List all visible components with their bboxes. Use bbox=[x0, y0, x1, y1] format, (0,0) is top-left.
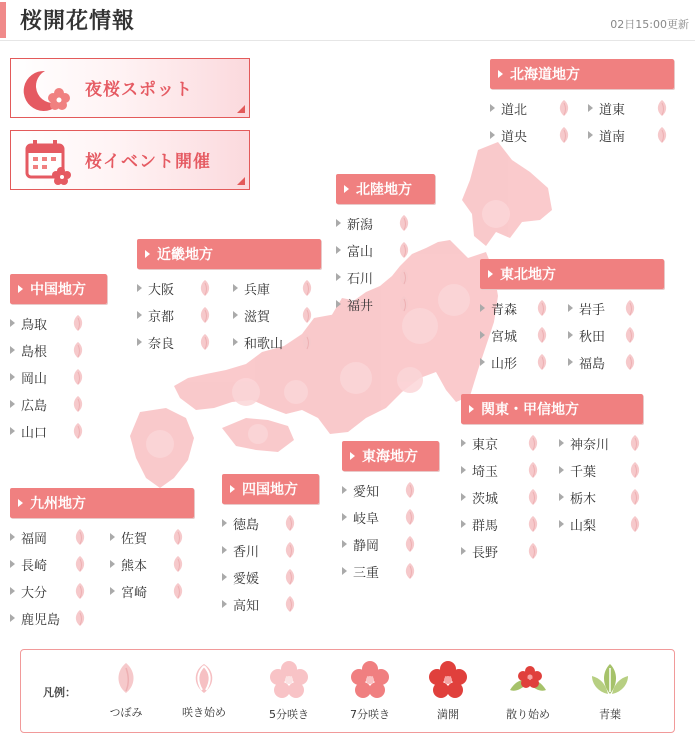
bud-icon bbox=[525, 461, 541, 479]
arrow-icon bbox=[10, 400, 15, 408]
bud-icon bbox=[197, 306, 213, 324]
triangle-icon bbox=[488, 270, 493, 278]
bud-icon bbox=[534, 326, 550, 344]
bud-icon bbox=[170, 582, 186, 600]
arrow-icon bbox=[233, 284, 238, 292]
pref-item[interactable]: 広島 bbox=[10, 393, 86, 415]
pref-item[interactable]: 山口 bbox=[10, 420, 86, 442]
pref-item[interactable]: 奈良 bbox=[137, 331, 213, 353]
pref-item[interactable]: 滋賀 bbox=[233, 304, 315, 326]
pref-item[interactable]: 神奈川 bbox=[559, 432, 643, 454]
pref-item[interactable]: 長野 bbox=[461, 540, 541, 562]
bud-icon bbox=[534, 299, 550, 317]
pref-item[interactable]: 静岡 bbox=[342, 533, 418, 555]
arrow-icon bbox=[110, 560, 115, 568]
arrow-icon bbox=[461, 547, 466, 555]
region-header-chugoku[interactable]: 中国地方 bbox=[10, 274, 107, 304]
pref-item[interactable]: 岩手 bbox=[568, 297, 638, 319]
bud-icon bbox=[534, 353, 550, 371]
sakura-full-icon bbox=[428, 660, 468, 698]
sakura-50-icon bbox=[269, 660, 309, 698]
region-header-hokkaido[interactable]: 北海道地方 bbox=[490, 59, 674, 89]
bud-icon bbox=[627, 515, 643, 533]
pref-item[interactable]: 福島 bbox=[568, 351, 638, 373]
arrow-icon bbox=[110, 587, 115, 595]
pref-item[interactable]: 東京 bbox=[461, 432, 541, 454]
pref-item[interactable]: 青森 bbox=[480, 297, 550, 319]
arrow-icon bbox=[10, 373, 15, 381]
legend-item-50: 5分咲き bbox=[254, 660, 324, 722]
pref-item[interactable]: 和歌山 bbox=[233, 331, 315, 353]
sakura-70-icon bbox=[350, 660, 390, 698]
pref-item[interactable]: 千葉 bbox=[559, 459, 643, 481]
pref-list bbox=[10, 312, 107, 442]
bloom-legend bbox=[20, 649, 675, 733]
bud-icon bbox=[70, 395, 86, 413]
pref-list bbox=[342, 479, 439, 582]
green-leaves-icon bbox=[588, 660, 632, 698]
pref-item[interactable]: 鳥取 bbox=[10, 312, 86, 334]
moon-sakura-icon bbox=[21, 65, 77, 117]
bud-icon bbox=[525, 515, 541, 533]
arrow-icon bbox=[222, 519, 227, 527]
bud-icon bbox=[197, 279, 213, 297]
bud-icon bbox=[282, 595, 298, 613]
arrow-icon bbox=[336, 273, 341, 281]
arrow-icon bbox=[10, 533, 15, 541]
bud-icon bbox=[197, 333, 213, 351]
sakura-falling-icon bbox=[506, 660, 550, 698]
arrow-icon bbox=[342, 567, 347, 575]
bud-icon bbox=[627, 461, 643, 479]
arrow-icon bbox=[490, 131, 495, 139]
bud-icon bbox=[299, 333, 315, 351]
bud-closed-icon bbox=[109, 660, 143, 696]
arrow-icon bbox=[336, 246, 341, 254]
bud-icon bbox=[70, 422, 86, 440]
triangle-icon bbox=[145, 250, 150, 258]
arrow-icon bbox=[10, 587, 15, 595]
arrow-icon bbox=[588, 104, 593, 112]
region-kinki bbox=[137, 239, 321, 353]
yozakura-spot-banner[interactable] bbox=[10, 58, 250, 118]
arrow-icon bbox=[222, 573, 227, 581]
legend-item-start: 咲き始め bbox=[169, 660, 239, 720]
bud-icon bbox=[396, 295, 412, 313]
region-tohoku bbox=[480, 259, 664, 373]
bud-icon bbox=[402, 562, 418, 580]
arrow-icon bbox=[461, 466, 466, 474]
pref-list bbox=[461, 432, 643, 562]
region-header-hokuriku[interactable]: 北陸地方 bbox=[336, 174, 435, 204]
pref-item[interactable]: 埼玉 bbox=[461, 459, 541, 481]
bud-icon bbox=[654, 126, 670, 144]
pref-item[interactable]: 愛知 bbox=[342, 479, 418, 501]
arrow-icon bbox=[10, 319, 15, 327]
arrow-icon bbox=[10, 614, 15, 622]
bud-icon bbox=[72, 555, 88, 573]
bud-icon bbox=[299, 279, 315, 297]
bud-icon bbox=[654, 99, 670, 117]
pref-item[interactable]: 大阪 bbox=[137, 277, 213, 299]
pref-item[interactable]: 佐賀 bbox=[110, 526, 186, 548]
banner-label: 夜桜スポット bbox=[85, 80, 193, 100]
arrow-icon bbox=[336, 300, 341, 308]
bud-icon bbox=[525, 542, 541, 560]
pref-item[interactable]: 道南 bbox=[588, 124, 670, 146]
triangle-icon bbox=[230, 485, 235, 493]
bud-icon bbox=[70, 314, 86, 332]
pref-item[interactable]: 群馬 bbox=[461, 513, 541, 535]
arrow-icon bbox=[480, 304, 485, 312]
bud-icon bbox=[70, 368, 86, 386]
pref-list bbox=[10, 526, 194, 629]
arrow-icon bbox=[222, 600, 227, 608]
corner-arrow-icon bbox=[237, 177, 245, 185]
sakura-event-banner[interactable] bbox=[10, 130, 250, 190]
bud-icon bbox=[622, 326, 638, 344]
arrow-icon bbox=[137, 284, 142, 292]
pref-item[interactable]: 栃木 bbox=[559, 486, 643, 508]
bud-icon bbox=[282, 514, 298, 532]
pref-list bbox=[336, 212, 435, 315]
pref-item[interactable]: 三重 bbox=[342, 560, 418, 582]
pref-item[interactable]: 山梨 bbox=[559, 513, 643, 535]
bud-icon bbox=[556, 126, 572, 144]
pref-item[interactable]: 道東 bbox=[588, 97, 670, 119]
triangle-icon bbox=[344, 185, 349, 193]
region-hokkaido bbox=[490, 59, 674, 146]
arrow-icon bbox=[222, 546, 227, 554]
pref-item[interactable]: 鹿児島 bbox=[10, 607, 88, 629]
region-tokai bbox=[342, 441, 439, 582]
region-header-tohoku[interactable]: 東北地方 bbox=[480, 259, 664, 289]
pref-item[interactable]: 福岡 bbox=[10, 526, 88, 548]
pref-item[interactable]: 愛媛 bbox=[222, 566, 298, 588]
pref-item[interactable]: 長崎 bbox=[10, 553, 88, 575]
arrow-icon bbox=[110, 533, 115, 541]
bud-icon bbox=[70, 341, 86, 359]
legend-item-falling: 散り始め bbox=[493, 660, 563, 722]
bud-icon bbox=[622, 299, 638, 317]
arrow-icon bbox=[588, 131, 593, 139]
bud-icon bbox=[402, 481, 418, 499]
pref-item[interactable]: 島根 bbox=[10, 339, 86, 361]
arrow-icon bbox=[568, 304, 573, 312]
arrow-icon bbox=[233, 338, 238, 346]
arrow-icon bbox=[10, 346, 15, 354]
bud-icon bbox=[396, 214, 412, 232]
pref-item[interactable]: 宮崎 bbox=[110, 580, 186, 602]
bud-icon bbox=[72, 528, 88, 546]
arrow-icon bbox=[480, 358, 485, 366]
corner-arrow-icon bbox=[237, 105, 245, 113]
pref-list bbox=[137, 277, 321, 353]
pref-item[interactable]: 道央 bbox=[490, 124, 572, 146]
update-time: 02日15:00更新 bbox=[610, 18, 689, 31]
pref-item[interactable]: 徳島 bbox=[222, 512, 298, 534]
bud-icon bbox=[282, 568, 298, 586]
bud-icon bbox=[396, 241, 412, 259]
bud-icon bbox=[396, 268, 412, 286]
region-header-kyushu[interactable]: 九州地方 bbox=[10, 488, 194, 518]
region-kanto bbox=[461, 394, 643, 562]
arrow-icon bbox=[336, 219, 341, 227]
bud-opening-icon bbox=[186, 660, 222, 696]
pref-list bbox=[490, 97, 674, 146]
pref-list bbox=[480, 297, 664, 373]
arrow-icon bbox=[137, 311, 142, 319]
triangle-icon bbox=[18, 285, 23, 293]
arrow-icon bbox=[10, 560, 15, 568]
region-header-kinki[interactable]: 近畿地方 bbox=[137, 239, 321, 269]
pref-item[interactable]: 岐阜 bbox=[342, 506, 418, 528]
arrow-icon bbox=[568, 331, 573, 339]
pref-item[interactable]: 香川 bbox=[222, 539, 298, 561]
arrow-icon bbox=[233, 311, 238, 319]
region-header-shikoku[interactable]: 四国地方 bbox=[222, 474, 319, 504]
bud-icon bbox=[556, 99, 572, 117]
pref-item[interactable]: 福井 bbox=[336, 293, 412, 315]
arrow-icon bbox=[568, 358, 573, 366]
pref-item[interactable]: 京都 bbox=[137, 304, 213, 326]
arrow-icon bbox=[342, 540, 347, 548]
bud-icon bbox=[627, 434, 643, 452]
bud-icon bbox=[299, 306, 315, 324]
pref-item[interactable]: 新潟 bbox=[336, 212, 412, 234]
arrow-icon bbox=[461, 493, 466, 501]
pref-item[interactable]: 茨城 bbox=[461, 486, 541, 508]
pref-item[interactable]: 山形 bbox=[480, 351, 550, 373]
bud-icon bbox=[402, 508, 418, 526]
arrow-icon bbox=[10, 427, 15, 435]
arrow-icon bbox=[461, 520, 466, 528]
page-title: 桜開花情報 bbox=[20, 9, 136, 34]
legend-item-70: 7分咲き bbox=[335, 660, 405, 722]
pref-item[interactable]: 石川 bbox=[336, 266, 412, 288]
bud-icon bbox=[72, 582, 88, 600]
pref-item[interactable]: 熊本 bbox=[110, 553, 186, 575]
arrow-icon bbox=[490, 104, 495, 112]
arrow-icon bbox=[137, 338, 142, 346]
bud-icon bbox=[170, 528, 186, 546]
bud-icon bbox=[525, 488, 541, 506]
region-header-tokai[interactable]: 東海地方 bbox=[342, 441, 439, 471]
bud-icon bbox=[622, 353, 638, 371]
arrow-icon bbox=[342, 486, 347, 494]
pref-item[interactable]: 兵庫 bbox=[233, 277, 315, 299]
legend-item-bud: つぼみ bbox=[91, 660, 161, 720]
pref-item[interactable]: 秋田 bbox=[568, 324, 638, 346]
arrow-icon bbox=[461, 439, 466, 447]
pref-item[interactable]: 高知 bbox=[222, 593, 298, 615]
calendar-icon bbox=[21, 137, 77, 189]
region-chugoku bbox=[10, 274, 107, 442]
region-kyushu bbox=[10, 488, 194, 629]
bud-icon bbox=[170, 555, 186, 573]
triangle-icon bbox=[469, 405, 474, 413]
triangle-icon bbox=[498, 70, 503, 78]
bud-icon bbox=[525, 434, 541, 452]
pref-item[interactable]: 宮城 bbox=[480, 324, 550, 346]
arrow-icon bbox=[559, 466, 564, 474]
banner-label: 桜イベント開催 bbox=[85, 152, 211, 172]
bud-icon bbox=[402, 535, 418, 553]
bud-icon bbox=[627, 488, 643, 506]
bud-icon bbox=[72, 609, 88, 627]
pref-item[interactable]: 大分 bbox=[10, 580, 88, 602]
triangle-icon bbox=[18, 499, 23, 507]
arrow-icon bbox=[559, 439, 564, 447]
triangle-icon bbox=[350, 452, 355, 460]
legend-item-green: 青葉 bbox=[575, 660, 645, 722]
arrow-icon bbox=[559, 493, 564, 501]
pref-item[interactable]: 岡山 bbox=[10, 366, 86, 388]
pref-item[interactable]: 富山 bbox=[336, 239, 412, 261]
bud-icon bbox=[282, 541, 298, 559]
arrow-icon bbox=[342, 513, 347, 521]
pref-item[interactable]: 道北 bbox=[490, 97, 572, 119]
region-hokuriku bbox=[336, 174, 435, 315]
region-header-kanto[interactable]: 関東・甲信地方 bbox=[461, 394, 643, 424]
region-shikoku bbox=[222, 474, 319, 615]
pref-list bbox=[222, 512, 319, 615]
map-hokkaido bbox=[462, 142, 552, 246]
arrow-icon bbox=[480, 331, 485, 339]
legend-item-full: 満開 bbox=[413, 660, 483, 722]
legend-label: 凡例： bbox=[43, 686, 76, 699]
arrow-icon bbox=[559, 520, 564, 528]
